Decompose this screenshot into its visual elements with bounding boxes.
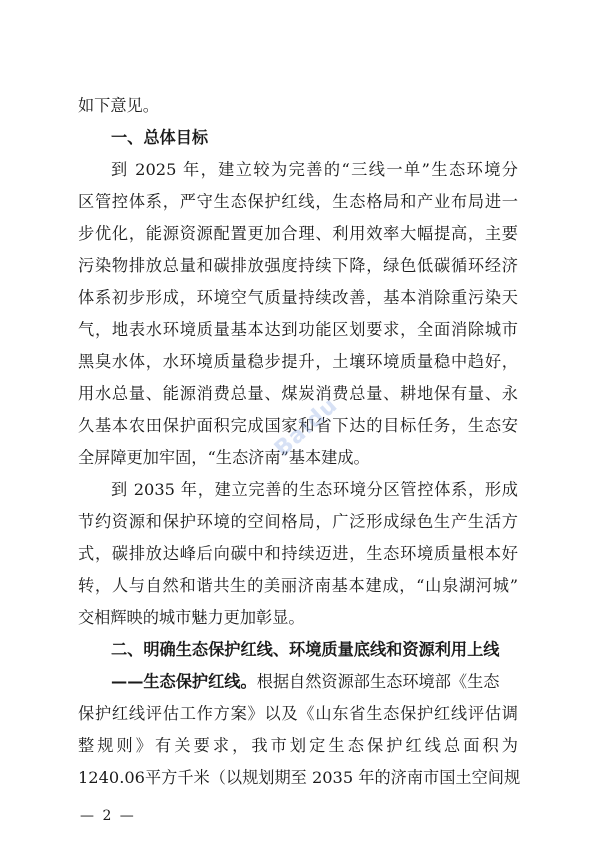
text-line: 黑臭水体，水环境质量稳步提升，土壤环境质量稳中趋好， [78, 352, 518, 371]
page-number: — 2 — [80, 808, 136, 824]
text-line: 如下意见。 [78, 96, 159, 115]
text-line: 保护红线评估工作方案》以及《山东省生态保护红线评估调 [78, 704, 518, 723]
text-line: 转，人与自然和谐共生的美丽济南基本建成，“山泉湖河城” [78, 576, 518, 595]
text-line: 到 2025 年，建立较为完善的“三线一单”生态环境分 [111, 160, 518, 179]
text-line: 步优化，能源资源配置更加合理、利用效率大幅提高，主要 [78, 224, 518, 243]
text-line: 久基本农田保护面积完成国家和省下达的目标任务，生态安 [78, 416, 518, 435]
text-line: 气，地表水环境质量基本达到功能区划要求，全面消除城市 [78, 320, 518, 339]
text-line: 到 2035 年，建立完善的生态环境分区管控体系，形成 [111, 480, 518, 499]
text-span: 根据自然资源部生态环境部《生态 [256, 672, 500, 691]
text-line: 交相辉映的城市魅力更加彰显。 [78, 608, 305, 627]
section-heading: 二、明确生态保护红线、环境质量底线和资源利用上线 [111, 640, 500, 659]
text-line [111, 672, 518, 692]
text-line: 1240.06平方千米（以规划期至 2035 年的济南市国土空间规 [78, 768, 521, 787]
subsection-lead: ——生态保护红线。 [111, 672, 257, 691]
text-line: 污染物排放总量和碳排放强度持续下降，绿色低碳循环经济 [78, 256, 518, 275]
section-heading: 一、总体目标 [111, 128, 209, 147]
text-line: 节约资源和保护环境的空间格局，广泛形成绿色生产生活方 [78, 512, 518, 531]
text-line: 整规则》有关要求，我市划定生态保护红线总面积为 [78, 736, 518, 755]
text-line: 式，碳排放达峰后向碳中和持续迈进，生态环境质量根本好 [78, 544, 518, 563]
text-line: 全屏障更加牢固，“生态济南”基本建成。 [78, 448, 370, 467]
text-line: 体系初步形成，环境空气质量持续改善，基本消除重污染天 [78, 288, 518, 307]
watermark-logo: Baidu [270, 392, 343, 462]
text-line: 区管控体系，严守生态保护红线，生态格局和产业布局进一 [78, 192, 518, 211]
text-line: 用水总量、能源消费总量、煤炭消费总量、耕地保有量、永 [78, 384, 518, 403]
